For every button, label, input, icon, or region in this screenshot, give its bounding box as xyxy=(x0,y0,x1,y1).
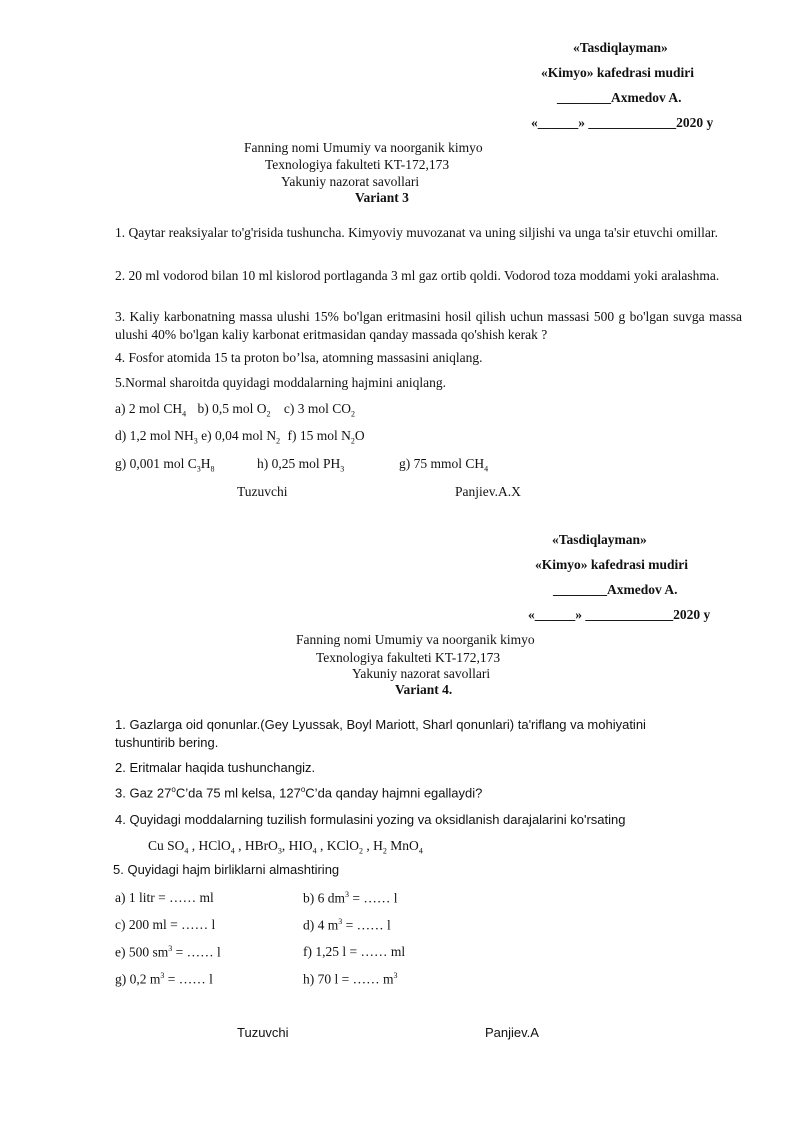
substance-item-h: h) 0,25 mol $PH_3$ xyxy=(257,456,345,474)
conversion-e: e) 500 $sm^3$ = …… l xyxy=(115,944,221,960)
conversion-d: d) 4 $m^3$ = …… l xyxy=(303,917,391,933)
variant-title: Variant 4. xyxy=(395,682,453,697)
subject-name: Fanning nomi Umumiy va noorganik kimyo xyxy=(296,632,535,647)
control-title: Yakuniy nazorat savollari xyxy=(352,666,491,681)
question-1: 1. Qaytar reaksiyalar to'g'risida tushuncha. Kimyoviy muvozanat va uning siljishi va unga ta'sir etuvchi omillar. xyxy=(115,225,719,240)
author-name: Panjiev.A xyxy=(485,1025,539,1040)
department-head-title: «Kimyo» kafedrasi mudiri xyxy=(535,557,689,572)
approve-title: «Tasdiqlayman» xyxy=(552,532,647,547)
substance-list-row-3: g) 0,001 mol $C_3H_8$ xyxy=(115,456,215,474)
head-signature: ________Axmedov A. xyxy=(553,582,678,597)
question-5: 5.Normal sharoitda quyidagi moddalarning hajmini aniqlang. xyxy=(115,375,447,390)
conversion-a: a) 1 litr = …… ml xyxy=(115,890,214,905)
question-3: 3. Kaliy karbonatning massa ulushi 15% bo'lgan eritmasini hosil qilish uchun massasi 500 g bo'lgan suvga massa ulushi 40% bo'lgan kaliy karbonat eritmasidan qanday massada qo'shish kerak ? xyxy=(115,309,742,342)
conversion-c: c) 200 ml = …… l xyxy=(115,917,216,932)
formula-list: Cu $SO_4$ , HClO$_4$ , HBrO$_3$, $HIO_4$ , KClO$_2$ , $H_2$ MnO$_4$ xyxy=(148,838,423,856)
author-name: Panjiev.A.X xyxy=(455,484,521,499)
question-2: 2. Eritmalar haqida tushunchangiz. xyxy=(115,760,316,775)
author-label: Tuzuvchi xyxy=(237,484,288,499)
question-4: 4. Quyidagi moddalarning tuzilish formulasini yozing va oksidlanish darajalarini ko'rsating xyxy=(115,812,626,827)
substance-item-g2: g) 75 mmol $CH_4$ xyxy=(399,456,489,474)
conversion-g: g) 0,2 $m^3$ = …… l xyxy=(115,971,213,987)
question-4: 4. Fosfor atomida 15 ta proton bo’lsa, atomning massasini aniqlang. xyxy=(115,350,483,365)
faculty-group: Texnologiya fakulteti KT-172,173 xyxy=(316,650,501,665)
approval-date: «______» _____________2020 y xyxy=(528,607,711,622)
department-head-title: «Kimyo» kafedrasi mudiri xyxy=(541,65,695,80)
substance-list-row-2: d) 1,2 mol $NH_3$ e) 0,04 mol $N_2$ f) 15 mol $N_2O$ xyxy=(115,428,365,446)
approve-title: «Tasdiqlayman» xyxy=(573,40,668,55)
author-label: Tuzuvchi xyxy=(237,1025,289,1040)
control-title: Yakuniy nazorat savollari xyxy=(281,174,420,189)
subject-name: Fanning nomi Umumiy va noorganik kimyo xyxy=(244,140,483,155)
conversion-f: f) 1,25 l = …… ml xyxy=(303,944,406,959)
variant-title: Variant 3 xyxy=(355,190,409,205)
approval-date: «______» _____________2020 y xyxy=(531,115,714,130)
faculty-group: Texnologiya fakulteti KT-172,173 xyxy=(265,157,450,172)
conversion-h: h) 70 l = …… $m^3$ xyxy=(303,971,398,987)
head-signature: ________Axmedov A. xyxy=(557,90,682,105)
substance-list-row-1: a) 2 mol $CH_4$ b) 0,5 mol $O_2$ c) 3 mol $CO_2$ xyxy=(115,401,355,419)
question-1: 1. Gazlarga oid qonunlar.(Gey Lyussak, Boyl Mariott, Sharl qonunlari) ta'riflang va mohiyatini tushuntirib bering. xyxy=(115,717,646,750)
conversion-b: b) 6 $dm^3$ = …… l xyxy=(303,890,398,906)
question-5: 5. Quyidagi hajm birliklarni almashtiring xyxy=(113,862,340,877)
question-3: 3. Gaz 27$^o$C’da 75 ml kelsa, 127$^o$C’da qanday hajmni egallaydi? xyxy=(115,785,483,801)
question-2: 2. 20 ml vodorod bilan 10 ml kislorod portlaganda 3 ml gaz ortib qoldi. Vodorod toza moddami yoki aralashma. xyxy=(115,268,720,283)
